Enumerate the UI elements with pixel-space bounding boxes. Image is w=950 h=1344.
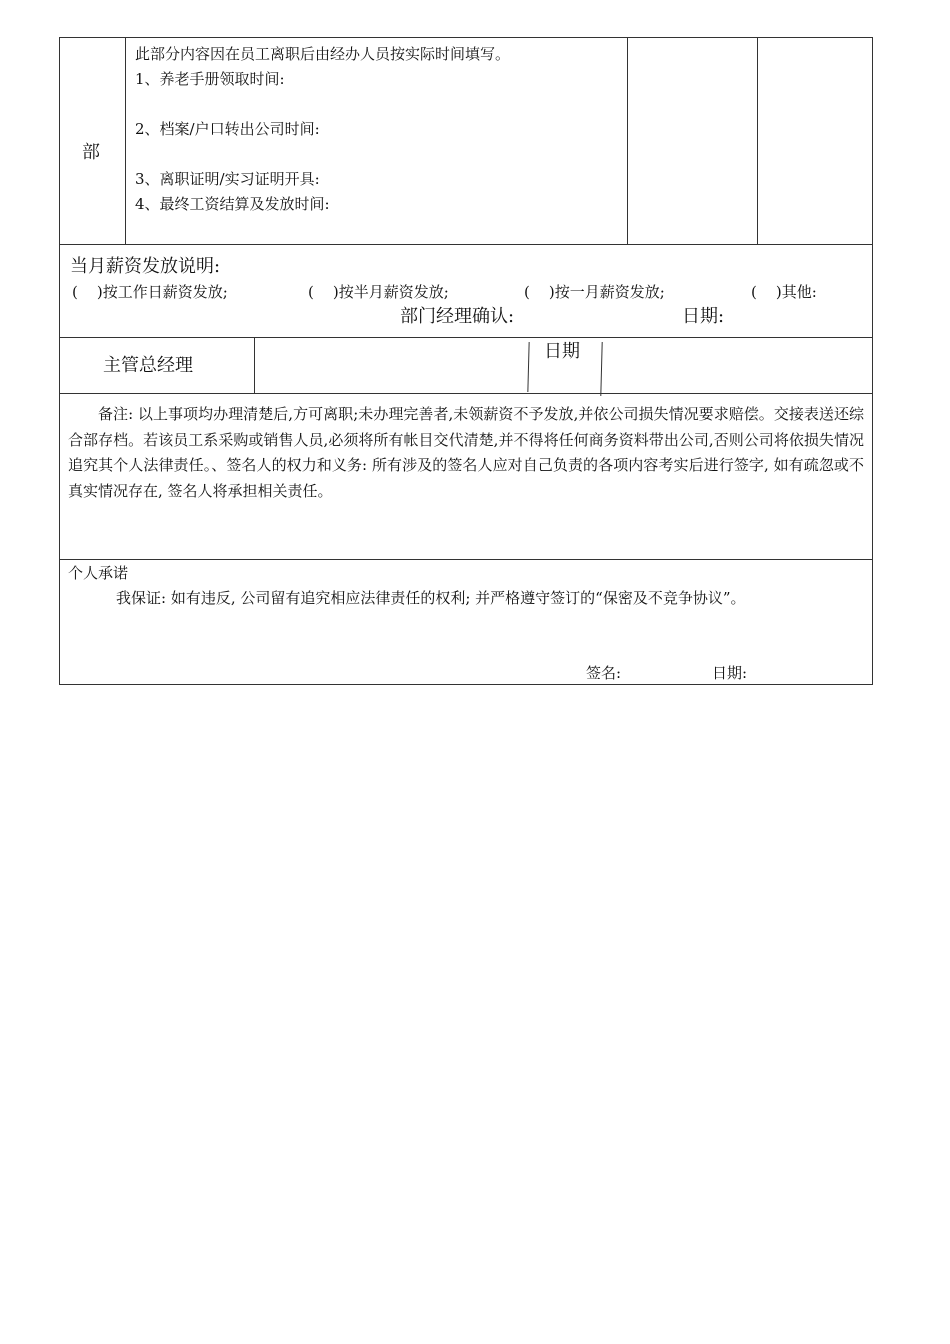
item-archive-transfer: 2、档案/户口转出公司时间: — [135, 120, 320, 138]
manager-confirm-label: 部门经理确认: — [400, 306, 515, 327]
salary-option-other: ( )其他: — [751, 283, 817, 301]
column-divider — [627, 37, 628, 244]
commitment-date-label: 日期: — [712, 664, 748, 682]
column-divider — [757, 37, 758, 244]
row-divider — [59, 559, 873, 560]
commitment-title: 个人承诺 — [68, 564, 129, 582]
column-divider — [254, 337, 255, 393]
salary-option-month: ( )按一月薪资发放; — [524, 283, 665, 301]
row-divider — [59, 337, 873, 338]
commitment-paragraph: 我保证: 如有违反, 公司留有追究相应法律责任的权利; 并严格遵守签订的“保密及不竞争协议”。 — [116, 589, 746, 607]
gm-date-label: 日期 — [544, 341, 580, 362]
section-intro: 此部分内容因在员工离职后由经办人员按实际时间填写。 — [135, 45, 511, 63]
salary-title: 当月薪资发放说明: — [70, 256, 221, 277]
gm-label: 主管总经理 — [103, 355, 193, 376]
salary-date-label: 日期: — [682, 306, 725, 327]
row-divider — [59, 393, 873, 394]
column-divider — [125, 37, 126, 244]
row-divider — [59, 244, 873, 245]
item-final-salary: 4、最终工资结算及发放时间: — [135, 195, 330, 213]
salary-option-workday: ( )按工作日薪资发放; — [72, 283, 228, 301]
signature-label: 签名: — [586, 664, 622, 682]
salary-option-halfmonth: ( )按半月薪资发放; — [308, 283, 449, 301]
item-leave-certificate: 3、离职证明/实习证明开具: — [135, 170, 320, 188]
department-label: 部 — [82, 142, 100, 163]
notes-paragraph: 备注: 以上事项均办理清楚后,方可离职;未办理完善者,未领薪资不予发放,并依公司损失情况要求赔偿。交接表送还综合部存档。若该员工系采购或销售人员,必须将所有帐目交代清楚,并不得将任何商务资料带出公司,否则公司将依损失情况追究其个人法律责任。、签名人的权力和义务: 所有涉及的签名人应对自己负责的各项内容考实后进行签字, 如有疏忽或不真实情况存在, 签名人将承担相关责任。 — [68, 405, 864, 500]
item-pension-handbook: 1、养老手册领取时间: — [135, 70, 285, 88]
